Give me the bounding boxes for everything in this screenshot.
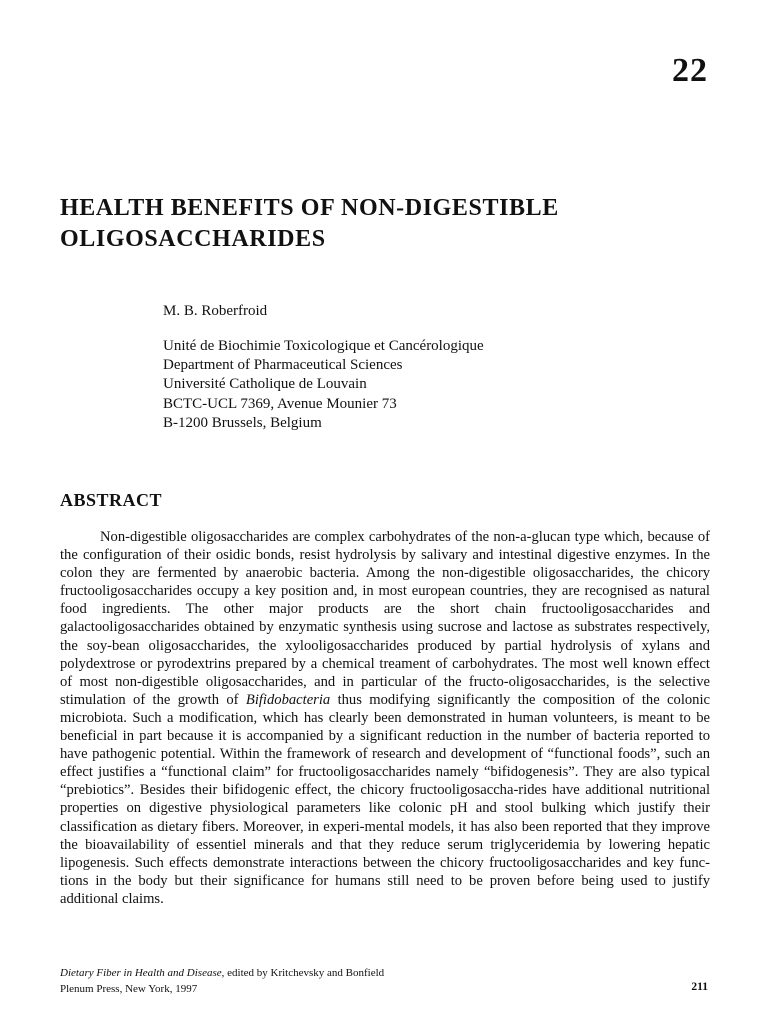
author-name: M. B. Roberfroid (163, 303, 268, 319)
abstract-paragraph (60, 528, 710, 908)
affiliation-line: B-1200 Brussels, Belgium (163, 414, 322, 431)
affiliation-line: Université Catholique de Louvain (163, 376, 367, 393)
page-title (60, 193, 710, 255)
citation-line-1 (60, 966, 384, 982)
abstract-italic-term: Bifidobacteria (245, 691, 331, 708)
book-editors: , edited by Kritchevsky and Bonfield (221, 967, 385, 979)
affiliation-line: Department of Pharmaceutical Sciences (163, 357, 403, 374)
abstract-text-part-1: Non-digestible oligosaccharides are complex carbohydrates of the non-a-glucan type which, because of the configuration of their osidic bonds, resist hydrolysis by salivary and intestinal digestive enzymes. In the colon they are fermented by anaerobic bacteria. Among the non-digestible oligosaccharides, the chicory fructooligosaccharides occupy a key position and, in most european countries, they are recognised as natural food ingredients. The other major products are the short chain fructooligosaccharides and galactooligosaccharides obtained by enzymatic synthesis using sucrose and lactose as substrates respectively, the soy-bean oligosaccharides, the xylooligosaccharides produced by partial hydrolysis of xylans and polydextrose or pyrodextrins prepared by a chemical treament of carbohydrates. The most well known effect of most non-digestible oligosaccharides, and in particular of the fructo-oligosaccharides, is the selective stimulation of the growth of (60, 529, 710, 708)
footer-citation (60, 966, 384, 997)
abstract-heading: ABSTRACT (60, 490, 163, 510)
book-title: Dietary Fiber in Health and Disease (60, 967, 222, 979)
abstract-text-part-2: thus modifying significantly the composition of the colonic microbiota. Such a modification, which has clearly been demonstrated in human volunteers, is meant to be beneficial in part because it is accompanied by a significant reduction in the number of bacteria reported to have pathogenic potential. Within the framework of research and development of “functional foods”, such an effect justifies a “functional claim” for fructooligosaccharides namely “bifidogenesis”. They are also typical “prebiotics”. Besides their bifidogenic effect, the chicory fructooligosaccha-rides have additional nutritional properties on digestive physiological parameters like colonic pH and stool bulking which justify their classification as dietary fibers. Moreover, in experi-mental models, it has also been reported that they improve the bioavailability of essentiel minerals and that they reduce serum triglyceridemia by lowering hepatic lipogenesis. Such effects demonstrate interactions between the chicory fructooligosaccharides and key func-tions in the body but their significance for humans still need to be proven before being used to justify additional claims. (60, 691, 711, 907)
page-number: 211 (691, 981, 708, 993)
affiliation-line: Unité de Biochimie Toxicologique et Cancérologique (163, 338, 484, 354)
affiliation-block (163, 337, 484, 433)
title-line-2: OLIGOSACCHARIDES (60, 226, 326, 252)
affiliation-line: BCTC-UCL 7369, Avenue Mounier 73 (163, 395, 397, 412)
chapter-number: 22 (672, 52, 708, 89)
title-line-1: HEALTH BENEFITS OF NON-DIGESTIBLE (60, 195, 559, 221)
citation-publisher: Plenum Press, New York, 1997 (60, 982, 198, 995)
